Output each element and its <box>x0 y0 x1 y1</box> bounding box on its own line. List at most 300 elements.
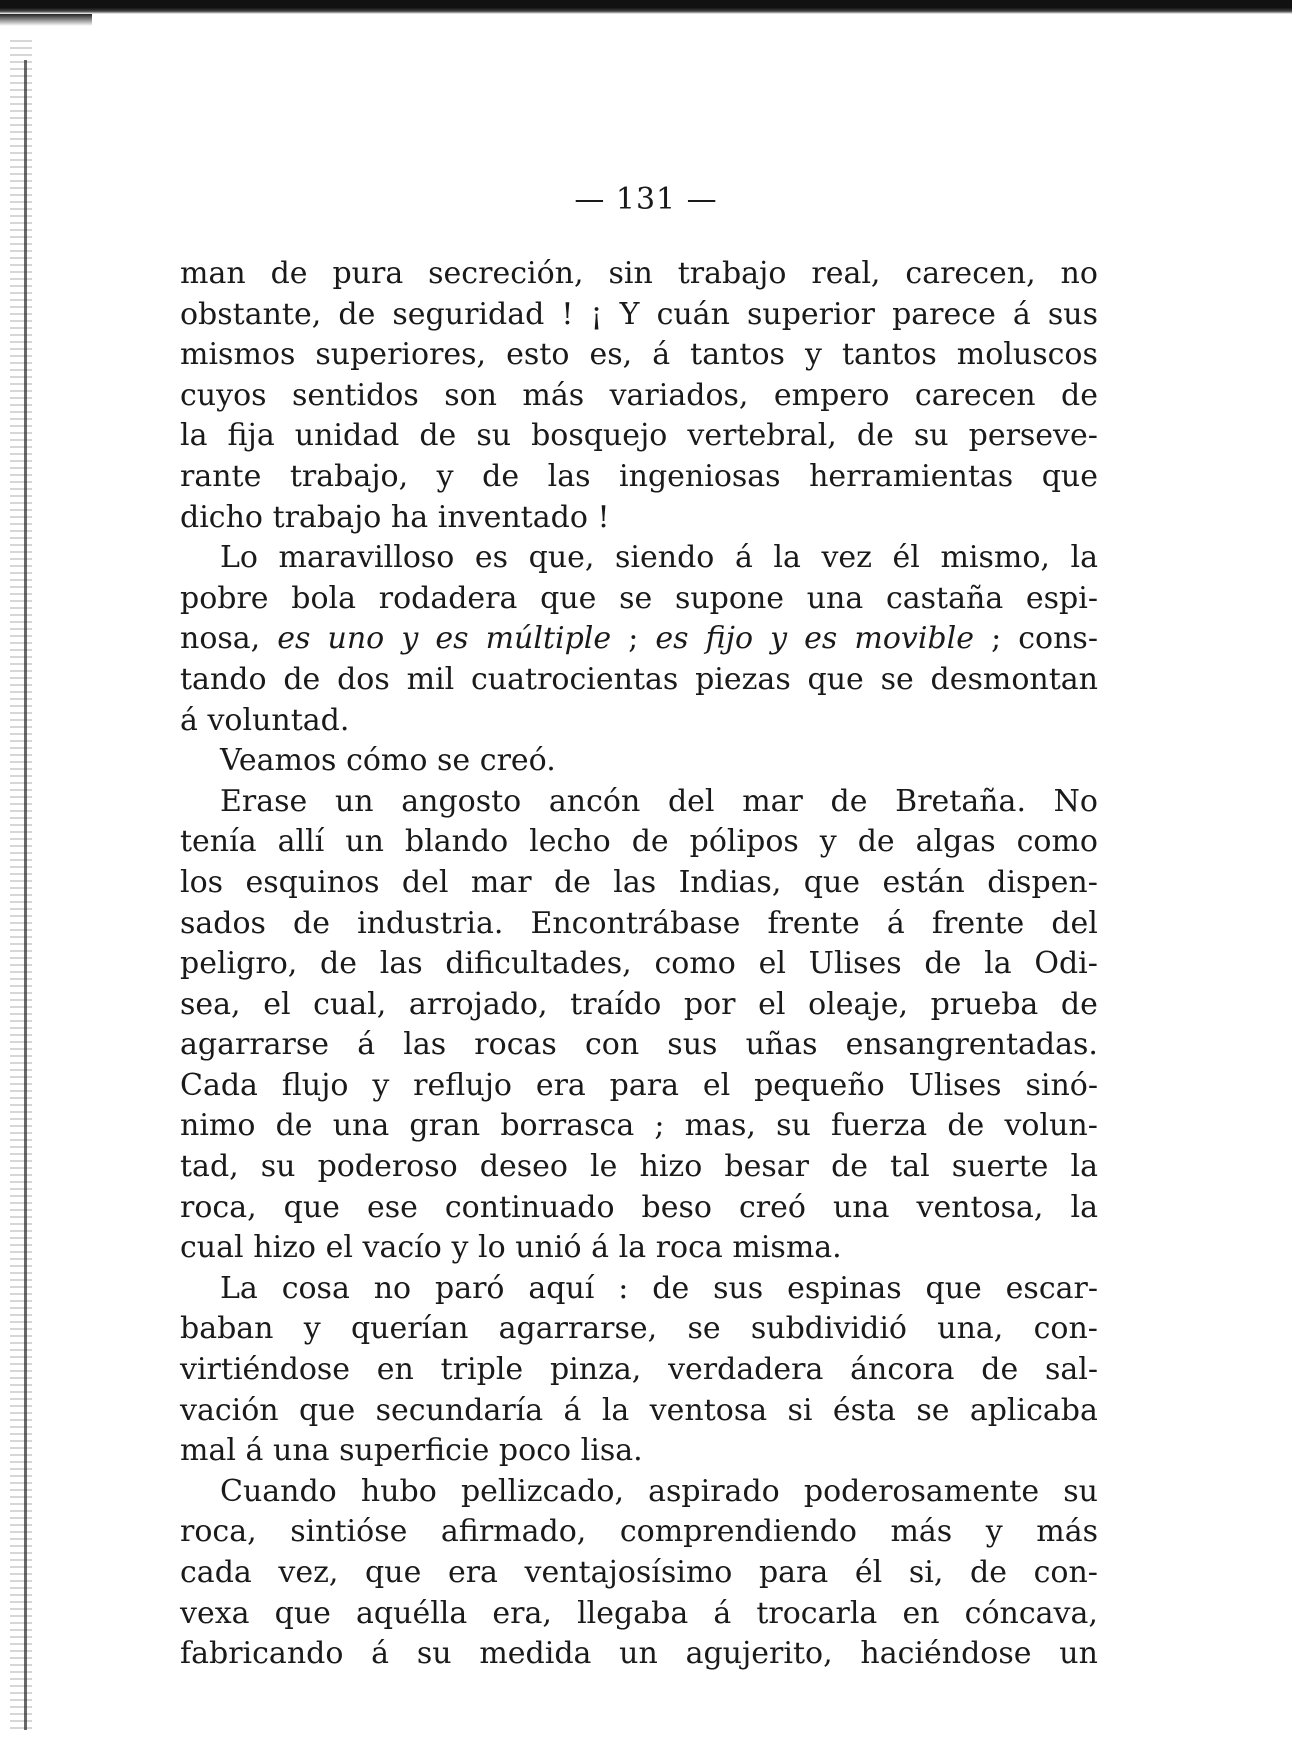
word: las <box>613 864 657 900</box>
word: como <box>1016 824 1098 860</box>
word: se <box>916 1392 950 1428</box>
word: creó. <box>479 743 556 779</box>
word: á <box>563 1392 582 1428</box>
word: y <box>436 458 454 494</box>
word: sentidos <box>291 377 419 413</box>
scan-top-edge-shadow <box>0 14 92 26</box>
word: bosquejo <box>531 418 668 454</box>
word: es, <box>589 337 633 373</box>
word: para <box>609 1067 679 1103</box>
word: carecen, <box>905 256 1036 291</box>
word: trabajo <box>677 256 787 291</box>
text-line <box>180 376 1098 417</box>
word: rocas <box>474 1027 557 1063</box>
word: Cuando <box>220 1473 337 1509</box>
text-line <box>180 538 1098 579</box>
word: rante <box>180 458 262 494</box>
word: de <box>924 946 962 982</box>
word: del <box>401 864 449 900</box>
text-line <box>180 985 1098 1026</box>
word: mismo, <box>940 540 1050 576</box>
word: creó <box>738 1189 806 1225</box>
word: Veamos <box>220 743 337 779</box>
word: que <box>540 580 597 616</box>
word: mar <box>470 864 532 900</box>
text-line <box>180 498 1098 539</box>
word: que <box>299 1392 356 1428</box>
word: secreción, <box>428 256 584 291</box>
word: agarrarse, <box>498 1311 658 1347</box>
word: roca <box>655 1230 723 1266</box>
word: era <box>447 1555 498 1590</box>
word: beso <box>641 1189 712 1225</box>
word: unidad <box>294 418 400 454</box>
body-text <box>180 254 1098 1675</box>
word: múltiple <box>485 621 612 657</box>
word: cóncava, <box>964 1595 1098 1631</box>
word: paró <box>434 1270 505 1306</box>
word: un <box>334 783 374 819</box>
word: continuado <box>444 1189 615 1225</box>
word: era, <box>492 1595 552 1631</box>
word: sal- <box>1044 1352 1098 1388</box>
word: vexa <box>180 1595 250 1631</box>
word: del <box>1051 905 1098 941</box>
word: ventajosísimo <box>524 1555 733 1590</box>
word: oleaje, <box>808 986 908 1022</box>
word: unió <box>515 1230 582 1266</box>
word: No <box>1053 783 1098 819</box>
word: baban <box>180 1311 274 1347</box>
word: sinó- <box>1025 1067 1098 1103</box>
word: un <box>1059 1636 1098 1672</box>
word: espi- <box>1025 580 1098 616</box>
word: besar <box>724 1149 809 1185</box>
word: vacío <box>362 1230 442 1266</box>
word: agujerito, <box>685 1636 833 1672</box>
word: Ulises <box>908 1067 1002 1103</box>
word: poco <box>498 1433 572 1469</box>
word: ! <box>561 296 574 332</box>
text-line <box>180 1025 1098 1066</box>
text-line <box>180 701 1098 742</box>
word: en <box>902 1595 940 1631</box>
word: del <box>667 783 715 819</box>
word: variados, <box>609 377 749 413</box>
word: trabajo, <box>289 458 409 494</box>
word: tantos <box>841 337 937 373</box>
word: Bretaña. <box>895 783 1026 819</box>
word: arrojado, <box>408 986 548 1022</box>
word: en <box>376 1352 414 1388</box>
word: y <box>303 1311 321 1347</box>
word: una <box>332 1108 390 1144</box>
word: su <box>913 418 949 454</box>
word: sin <box>608 256 653 291</box>
word: poderosamente <box>803 1473 1040 1509</box>
word: herramientas <box>809 458 1014 494</box>
word: á <box>1012 296 1031 332</box>
word: una <box>273 1433 330 1469</box>
word: y <box>804 337 822 373</box>
text-line <box>180 741 1098 782</box>
text-line <box>180 295 1098 336</box>
word: misma. <box>732 1230 842 1266</box>
word: supone <box>674 580 785 616</box>
word: las <box>547 458 591 494</box>
word: gran <box>409 1108 481 1144</box>
word: aplicaba <box>969 1392 1098 1428</box>
word: el <box>702 1067 731 1103</box>
text-line <box>180 863 1098 904</box>
word: tal <box>890 1149 930 1185</box>
text-line <box>180 1228 1098 1269</box>
word: trocarla <box>756 1595 878 1631</box>
word: trabajo <box>272 499 382 535</box>
text-line <box>180 1350 1098 1391</box>
word: tad, <box>180 1149 239 1185</box>
word: ; <box>628 621 639 657</box>
word: ¡ <box>590 296 603 332</box>
word: traído <box>570 986 662 1022</box>
word: fijo <box>705 621 754 657</box>
word: es <box>804 621 838 657</box>
word: Ulises <box>808 946 902 982</box>
word: de <box>857 824 895 860</box>
word: querían <box>350 1311 469 1347</box>
text-line <box>180 1594 1098 1635</box>
word: cuatrocientas <box>471 661 679 697</box>
word: dificultades, <box>445 946 632 982</box>
word: cuán <box>656 296 730 332</box>
word: ; <box>991 621 1002 657</box>
text-line <box>180 579 1098 620</box>
word: las <box>379 946 423 982</box>
word: es <box>474 540 509 576</box>
word: la <box>1070 540 1098 576</box>
word: la <box>180 418 208 454</box>
word: algas <box>915 824 996 860</box>
text-line <box>180 1269 1098 1310</box>
word: áncora <box>850 1352 955 1388</box>
word: mismos <box>180 337 296 373</box>
word: piezas <box>695 661 791 697</box>
word: obstante, <box>180 296 322 332</box>
word: de <box>482 458 520 494</box>
word: á <box>652 337 671 373</box>
word: dispen- <box>987 864 1098 900</box>
word: se <box>880 661 914 697</box>
word: La <box>220 1270 258 1306</box>
word: roca, <box>180 1514 257 1550</box>
word: la <box>618 1230 647 1266</box>
word: un <box>345 824 384 860</box>
word: Y <box>619 296 640 332</box>
word: Indias, <box>678 864 782 900</box>
word: maravilloso <box>278 540 455 576</box>
word: el <box>263 986 291 1022</box>
text-line <box>180 335 1098 376</box>
word: nimo <box>180 1108 256 1144</box>
word: cada <box>180 1555 252 1590</box>
word: y <box>770 621 788 657</box>
word: vez, <box>278 1555 339 1590</box>
word: se <box>687 1311 721 1347</box>
word: hubo <box>360 1473 437 1509</box>
word: su <box>476 418 512 454</box>
word: hizo <box>253 1230 316 1266</box>
word: cómo <box>346 743 428 779</box>
text-line <box>180 1147 1098 1188</box>
word: mal <box>180 1433 236 1469</box>
word: roca, <box>180 1189 257 1225</box>
word: no <box>373 1270 412 1306</box>
word: una, <box>937 1311 1004 1347</box>
word: tando <box>180 661 267 697</box>
word: esto <box>506 337 570 373</box>
word: que <box>807 661 864 697</box>
word: es <box>435 621 469 657</box>
scan-binding-line <box>24 60 27 1730</box>
text-line <box>180 1431 1098 1472</box>
word: castaña <box>885 580 1004 616</box>
word: flujo <box>281 1067 349 1103</box>
text-line <box>180 1553 1098 1594</box>
word: pinza, <box>549 1352 642 1388</box>
word: espinas <box>787 1270 902 1306</box>
word: bola <box>291 580 357 616</box>
text-line <box>180 1391 1098 1432</box>
word: le <box>590 1149 618 1185</box>
word: de <box>1060 986 1098 1022</box>
word: y <box>401 621 419 657</box>
word: de <box>856 418 894 454</box>
word: empero <box>773 377 890 413</box>
word: á <box>371 1636 390 1672</box>
word: de <box>338 296 376 332</box>
word: á <box>357 1027 376 1063</box>
word: siendo <box>615 540 715 576</box>
word: de <box>270 256 308 291</box>
word: para <box>758 1555 829 1590</box>
word: más <box>522 377 585 413</box>
word: ingeniosas <box>619 458 781 494</box>
word: la <box>773 540 801 576</box>
word: ; <box>654 1108 665 1144</box>
text-line <box>180 1309 1098 1350</box>
word: deseo <box>479 1149 568 1185</box>
word: si, <box>908 1555 944 1590</box>
word: agarrarse <box>180 1027 330 1063</box>
word: se <box>619 580 653 616</box>
word: uno <box>327 621 385 657</box>
word: á <box>180 702 198 738</box>
word: vación <box>180 1392 279 1428</box>
word: esquinos <box>245 864 380 900</box>
text-line <box>180 660 1098 701</box>
text-line <box>180 1472 1098 1513</box>
word: Cada <box>180 1067 258 1103</box>
word: la <box>1070 1189 1098 1225</box>
word: pellizcado, <box>460 1473 624 1509</box>
text-line <box>180 1634 1098 1675</box>
word: lo <box>477 1230 506 1266</box>
word: á <box>245 1433 264 1469</box>
word: era <box>535 1067 586 1103</box>
word: es <box>655 621 689 657</box>
word: él <box>892 540 920 576</box>
word: allí <box>277 824 325 860</box>
scan-top-edge <box>0 0 1292 14</box>
text-line <box>180 944 1098 985</box>
word: pura <box>332 256 404 291</box>
word: cuyos <box>180 377 267 413</box>
word: la <box>984 946 1012 982</box>
word: ventosa, <box>916 1189 1044 1225</box>
word: su <box>260 1149 296 1185</box>
page-number: — 131 — <box>574 182 718 217</box>
word: ventosa <box>649 1392 768 1428</box>
word: mar <box>742 783 803 819</box>
word: superiores, <box>315 337 487 373</box>
word: de <box>631 824 669 860</box>
word: perseve- <box>968 418 1098 454</box>
word: rodadera <box>378 580 518 616</box>
word: blando <box>404 824 509 860</box>
word: movible <box>854 621 974 657</box>
word: peligro, <box>180 946 298 982</box>
text-line <box>180 457 1098 498</box>
word: el <box>758 946 786 982</box>
text-line <box>180 904 1098 945</box>
word: cons- <box>1018 621 1098 657</box>
word: tantos <box>690 337 785 373</box>
text-line <box>180 1106 1098 1147</box>
word: el <box>758 986 786 1022</box>
word: más <box>890 1514 953 1550</box>
word: una <box>832 1189 890 1225</box>
word: reflujo <box>413 1067 512 1103</box>
word: frente <box>931 905 1025 941</box>
word: aquí <box>528 1270 595 1306</box>
word: Lo <box>220 540 258 576</box>
text-line <box>180 1188 1098 1229</box>
word: superficie <box>339 1433 490 1469</box>
word: fuerza <box>830 1108 928 1144</box>
word: sintióse <box>290 1514 408 1550</box>
word: de <box>652 1270 690 1306</box>
word: : <box>618 1270 629 1306</box>
word: voluntad. <box>207 702 350 738</box>
word: su <box>1063 1473 1098 1509</box>
word: la <box>601 1392 630 1428</box>
text-line <box>180 1066 1098 1107</box>
word: las <box>403 1027 447 1063</box>
word: sus <box>713 1270 764 1306</box>
word: sados <box>180 905 266 941</box>
word: de <box>293 905 331 941</box>
word: Encontrábase <box>530 905 741 941</box>
word: de <box>947 1108 985 1144</box>
word: ha <box>390 499 429 535</box>
word: una <box>806 580 864 616</box>
word: tenía <box>180 824 257 860</box>
word: que, <box>528 540 595 576</box>
scan-binding-edge <box>10 40 32 1730</box>
word: si <box>787 1392 813 1428</box>
word: ! <box>597 499 610 535</box>
word: que <box>803 864 861 900</box>
word: él <box>854 1555 883 1590</box>
word: vez <box>821 540 872 576</box>
word: moluscos <box>956 337 1098 373</box>
word: llegaba <box>577 1595 689 1631</box>
word: lecho <box>529 824 611 860</box>
word: de <box>981 1352 1019 1388</box>
word: suerte <box>951 1149 1049 1185</box>
word: man <box>180 256 246 291</box>
word: uñas <box>745 1027 818 1063</box>
word: que <box>925 1270 982 1306</box>
word: son <box>444 377 497 413</box>
word: verdadera <box>668 1352 824 1388</box>
word: fabricando <box>180 1636 344 1672</box>
word: más <box>1036 1514 1098 1550</box>
word: sus <box>1047 296 1098 332</box>
word: dos <box>337 661 390 697</box>
word: parece <box>892 296 996 332</box>
word: con- <box>1033 1311 1098 1347</box>
word: de <box>970 1555 1007 1590</box>
word: como <box>654 946 736 982</box>
word: á <box>886 905 905 941</box>
word: que <box>1041 458 1098 494</box>
word: superior <box>746 296 875 332</box>
text-line <box>180 1512 1098 1553</box>
word: virtiéndose <box>180 1352 351 1388</box>
word: aspirado <box>648 1473 780 1509</box>
word: con- <box>1033 1555 1098 1590</box>
word: su <box>416 1636 452 1672</box>
word: inventado <box>437 499 588 535</box>
word: borrasca <box>500 1108 635 1144</box>
word: su <box>776 1108 811 1144</box>
word: fija <box>227 418 275 454</box>
word: desmontan <box>930 661 1098 697</box>
word: cosa <box>281 1270 350 1306</box>
word: que <box>283 1189 340 1225</box>
word: haciéndose <box>860 1636 1032 1672</box>
word: real, <box>811 256 881 291</box>
word: el <box>325 1230 353 1266</box>
word: la <box>1070 1149 1098 1185</box>
word: los <box>180 864 224 900</box>
word: poderoso <box>317 1149 458 1185</box>
word: á <box>591 1230 610 1266</box>
word: seguridad <box>392 296 545 332</box>
word: sus <box>667 1027 718 1063</box>
word: comprendiendo <box>619 1514 857 1550</box>
word: de <box>1061 377 1098 413</box>
word: no <box>1060 256 1098 291</box>
word: mil <box>406 661 455 697</box>
word: dicho <box>180 499 263 535</box>
word: mas, <box>684 1108 756 1144</box>
word: de <box>831 1149 869 1185</box>
word: es <box>277 621 311 657</box>
word: de <box>553 864 591 900</box>
word: y <box>819 824 837 860</box>
